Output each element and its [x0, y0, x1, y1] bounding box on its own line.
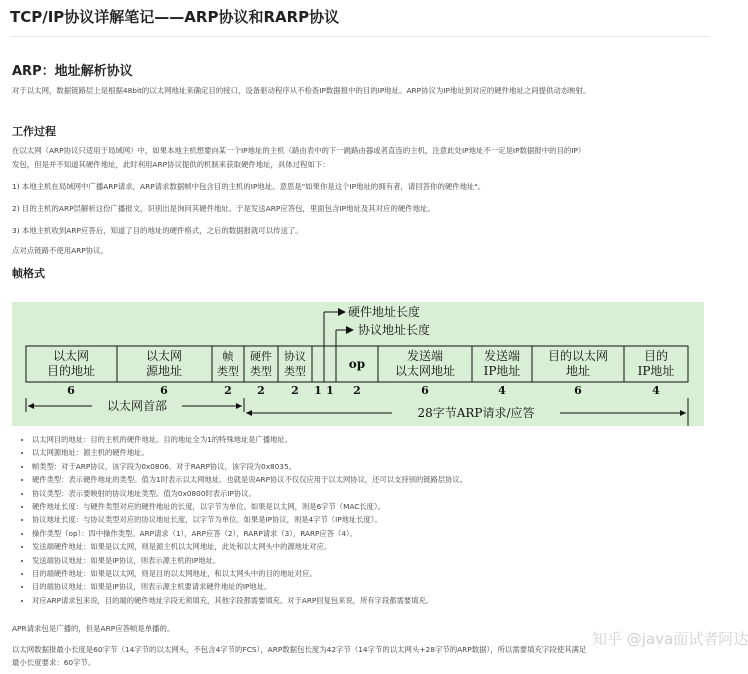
cell-target-mac-l2: 地址	[565, 364, 591, 378]
size-op: 2	[353, 384, 361, 397]
p2p-note: 点对点链路不使用ARP协议。	[12, 246, 108, 255]
cell-target-ip-l1: 目的	[643, 349, 669, 363]
cell-sender-ip-l1: 发送端	[483, 349, 521, 363]
cell-proto-type-l2: 类型	[284, 365, 306, 378]
page-title: TCP/IP协议详解笔记——ARP协议和RARP协议	[10, 6, 710, 37]
list-item: • 目的端协议地址：如果是IP协议，则表示源主机要请求硬件地址的IP地址。	[32, 580, 722, 593]
list-item: • 对应ARP请求包来说，目的端的硬件地址字段无须填充，其他字段都需要填充。对于ARP回复包来说，所有字段都需要填充。	[32, 594, 722, 607]
list-item: • 协议类型：表示要映射的协议地址类型。值为0x0800时表示IP协议。	[32, 487, 722, 500]
intro-paragraph: 对于以太网，数据链路层上是根据48bit的以太网地址来确定目的接口，设备驱动程序从不检查IP数据报中的目的IP地址。ARP协议为IP地址到对应的硬件地址之间提供动态映射。	[12, 86, 591, 95]
list-item: • 协议地址长度：与协议类型对应的协议地址长度，以字节为单位。如果是IP协议，则是4字节（IP地址长度）。	[32, 513, 722, 526]
protocol-length-label: 协议地址长度	[358, 323, 431, 337]
size-eth-src: 6	[160, 384, 168, 397]
size-hw-len: 1	[314, 384, 322, 397]
list-item: • 硬件类型：表示硬件地址的类型。值为1时表示以太网地址。也就是说ARP协议不仅仅应用于以太网协议，还可以支持别的链路层协议。	[32, 473, 722, 486]
cell-target-mac-l1: 目的以太网	[547, 349, 609, 363]
cell-sender-mac-l1: 发送端	[406, 349, 444, 363]
list-item: • 帧类型：对于ARP协议，该字段为0x0806。对于RARP协议，该字段为0x8035。	[32, 460, 722, 473]
process-heading: 工作过程	[12, 125, 56, 138]
step-1: 1) 本地主机在局域网中广播ARP请求，ARP请求数据帧中包含目的主机的IP地址。意思是"如果你是这个IP地址的拥有者，请回答你的硬件地址"。	[12, 182, 486, 191]
list-item: • 目的端硬件地址：如果是以太网，则是目的以太网地址，和以太网头中的目的地址对应。	[32, 567, 722, 580]
cell-op: op	[348, 357, 366, 371]
cell-hw-type-l2: 类型	[250, 365, 272, 378]
field-description-list	[12, 433, 722, 607]
hardware-length-label: 硬件地址长度	[348, 305, 421, 319]
size-sender-mac: 6	[421, 384, 429, 397]
cell-frame-type-l1: 帧	[222, 350, 234, 363]
list-item: • 发送端协议地址：如果是IP协议，则表示源主机的IP地址。	[32, 554, 722, 567]
list-item: • 操作类型（op）：四中操作类型。ARP请求（1），ARP应答（2），RARP请求（3），RARP应答（4）。	[32, 527, 722, 540]
size-sender-ip: 4	[498, 384, 506, 397]
step-3: 3) 本地主机收到ARP应答后，知道了目的地址的硬件格式，之后的数据报就可以传送了。	[12, 226, 303, 235]
size-hw-type: 2	[257, 384, 265, 397]
length-note-line2: 最小长度要求：60字节。	[12, 658, 96, 667]
watermark: 知乎 @java面试者阿达	[592, 630, 748, 648]
arp-frame-diagram	[12, 302, 704, 426]
size-proto-type: 2	[291, 384, 299, 397]
process-paragraph-line1: 在以太网（ARP协议只适用于局域网）中，如果本地主机想要向某一个IP地址的主机（路由表中的下一跳路由器或者直连的主机，注意此处IP地址不一定是IP数据报中的目的IP）	[12, 146, 586, 155]
frame-format-heading: 帧格式	[12, 267, 45, 280]
length-note-line1: 以太网数据报最小长度是60字节（14字节的以太网头，不包含4字节的FCS），ARP数据包长度为42字节（14字节的以太网头+28字节的ARP数据），所以需要填充字段使其满足	[12, 645, 587, 654]
cell-eth-dst-l2: 目的地址	[46, 364, 96, 378]
size-target-ip: 4	[652, 384, 660, 397]
cell-eth-src-l1: 以太网	[145, 349, 183, 363]
step-2: 2) 目的主机的ARP层解析这份广播报文，识别出是询问其硬件地址。于是发送ARP应答包，里面包含IP地址及其对应的硬件地址。	[12, 204, 435, 213]
ethernet-header-label: 以太网首部	[106, 399, 168, 413]
list-item: • 发送端硬件地址：如果是以太网，则是源主机以太网地址，此处和以太网头中的源地址对应。	[32, 540, 722, 553]
cell-sender-mac-l2: 以太网地址	[394, 364, 456, 378]
size-frame-type: 2	[224, 384, 232, 397]
cell-proto-type-l1: 协议	[284, 350, 306, 363]
arp-payload-label: 28字节ARP请求/应答	[417, 406, 535, 420]
size-target-mac: 6	[574, 384, 582, 397]
cell-hw-type-l1: 硬件	[250, 350, 272, 363]
section-heading-arp: ARP：地址解析协议	[12, 64, 133, 79]
list-item: • 硬件地址长度：与硬件类型对应的硬件地址的长度，以字节为单位。如果是以太网，则是6字节（MAC长度）。	[32, 500, 722, 513]
cell-eth-src-l2: 源地址	[145, 364, 183, 378]
cell-sender-ip-l2: IP地址	[483, 364, 521, 378]
size-proto-len: 1	[326, 384, 334, 397]
cell-frame-type-l2: 类型	[217, 365, 239, 378]
process-paragraph-line2: 发包，但是并不知道其硬件地址，此时利用ARP协议提供的机制来获取硬件地址，具体过程如下：	[12, 160, 330, 169]
size-eth-dst: 6	[67, 384, 75, 397]
list-item: • 以太网目的地址：目的主机的硬件地址。目的地址全为1的特殊地址是广播地址。	[32, 433, 722, 446]
cell-eth-dst-l1: 以太网	[52, 349, 90, 363]
broadcast-note: APR请求包是广播的，但是ARP应答帧是单播的。	[12, 624, 175, 633]
cell-target-ip-l2: IP地址	[637, 364, 675, 378]
list-item: • 以太网源地址：源主机的硬件地址。	[32, 446, 722, 459]
